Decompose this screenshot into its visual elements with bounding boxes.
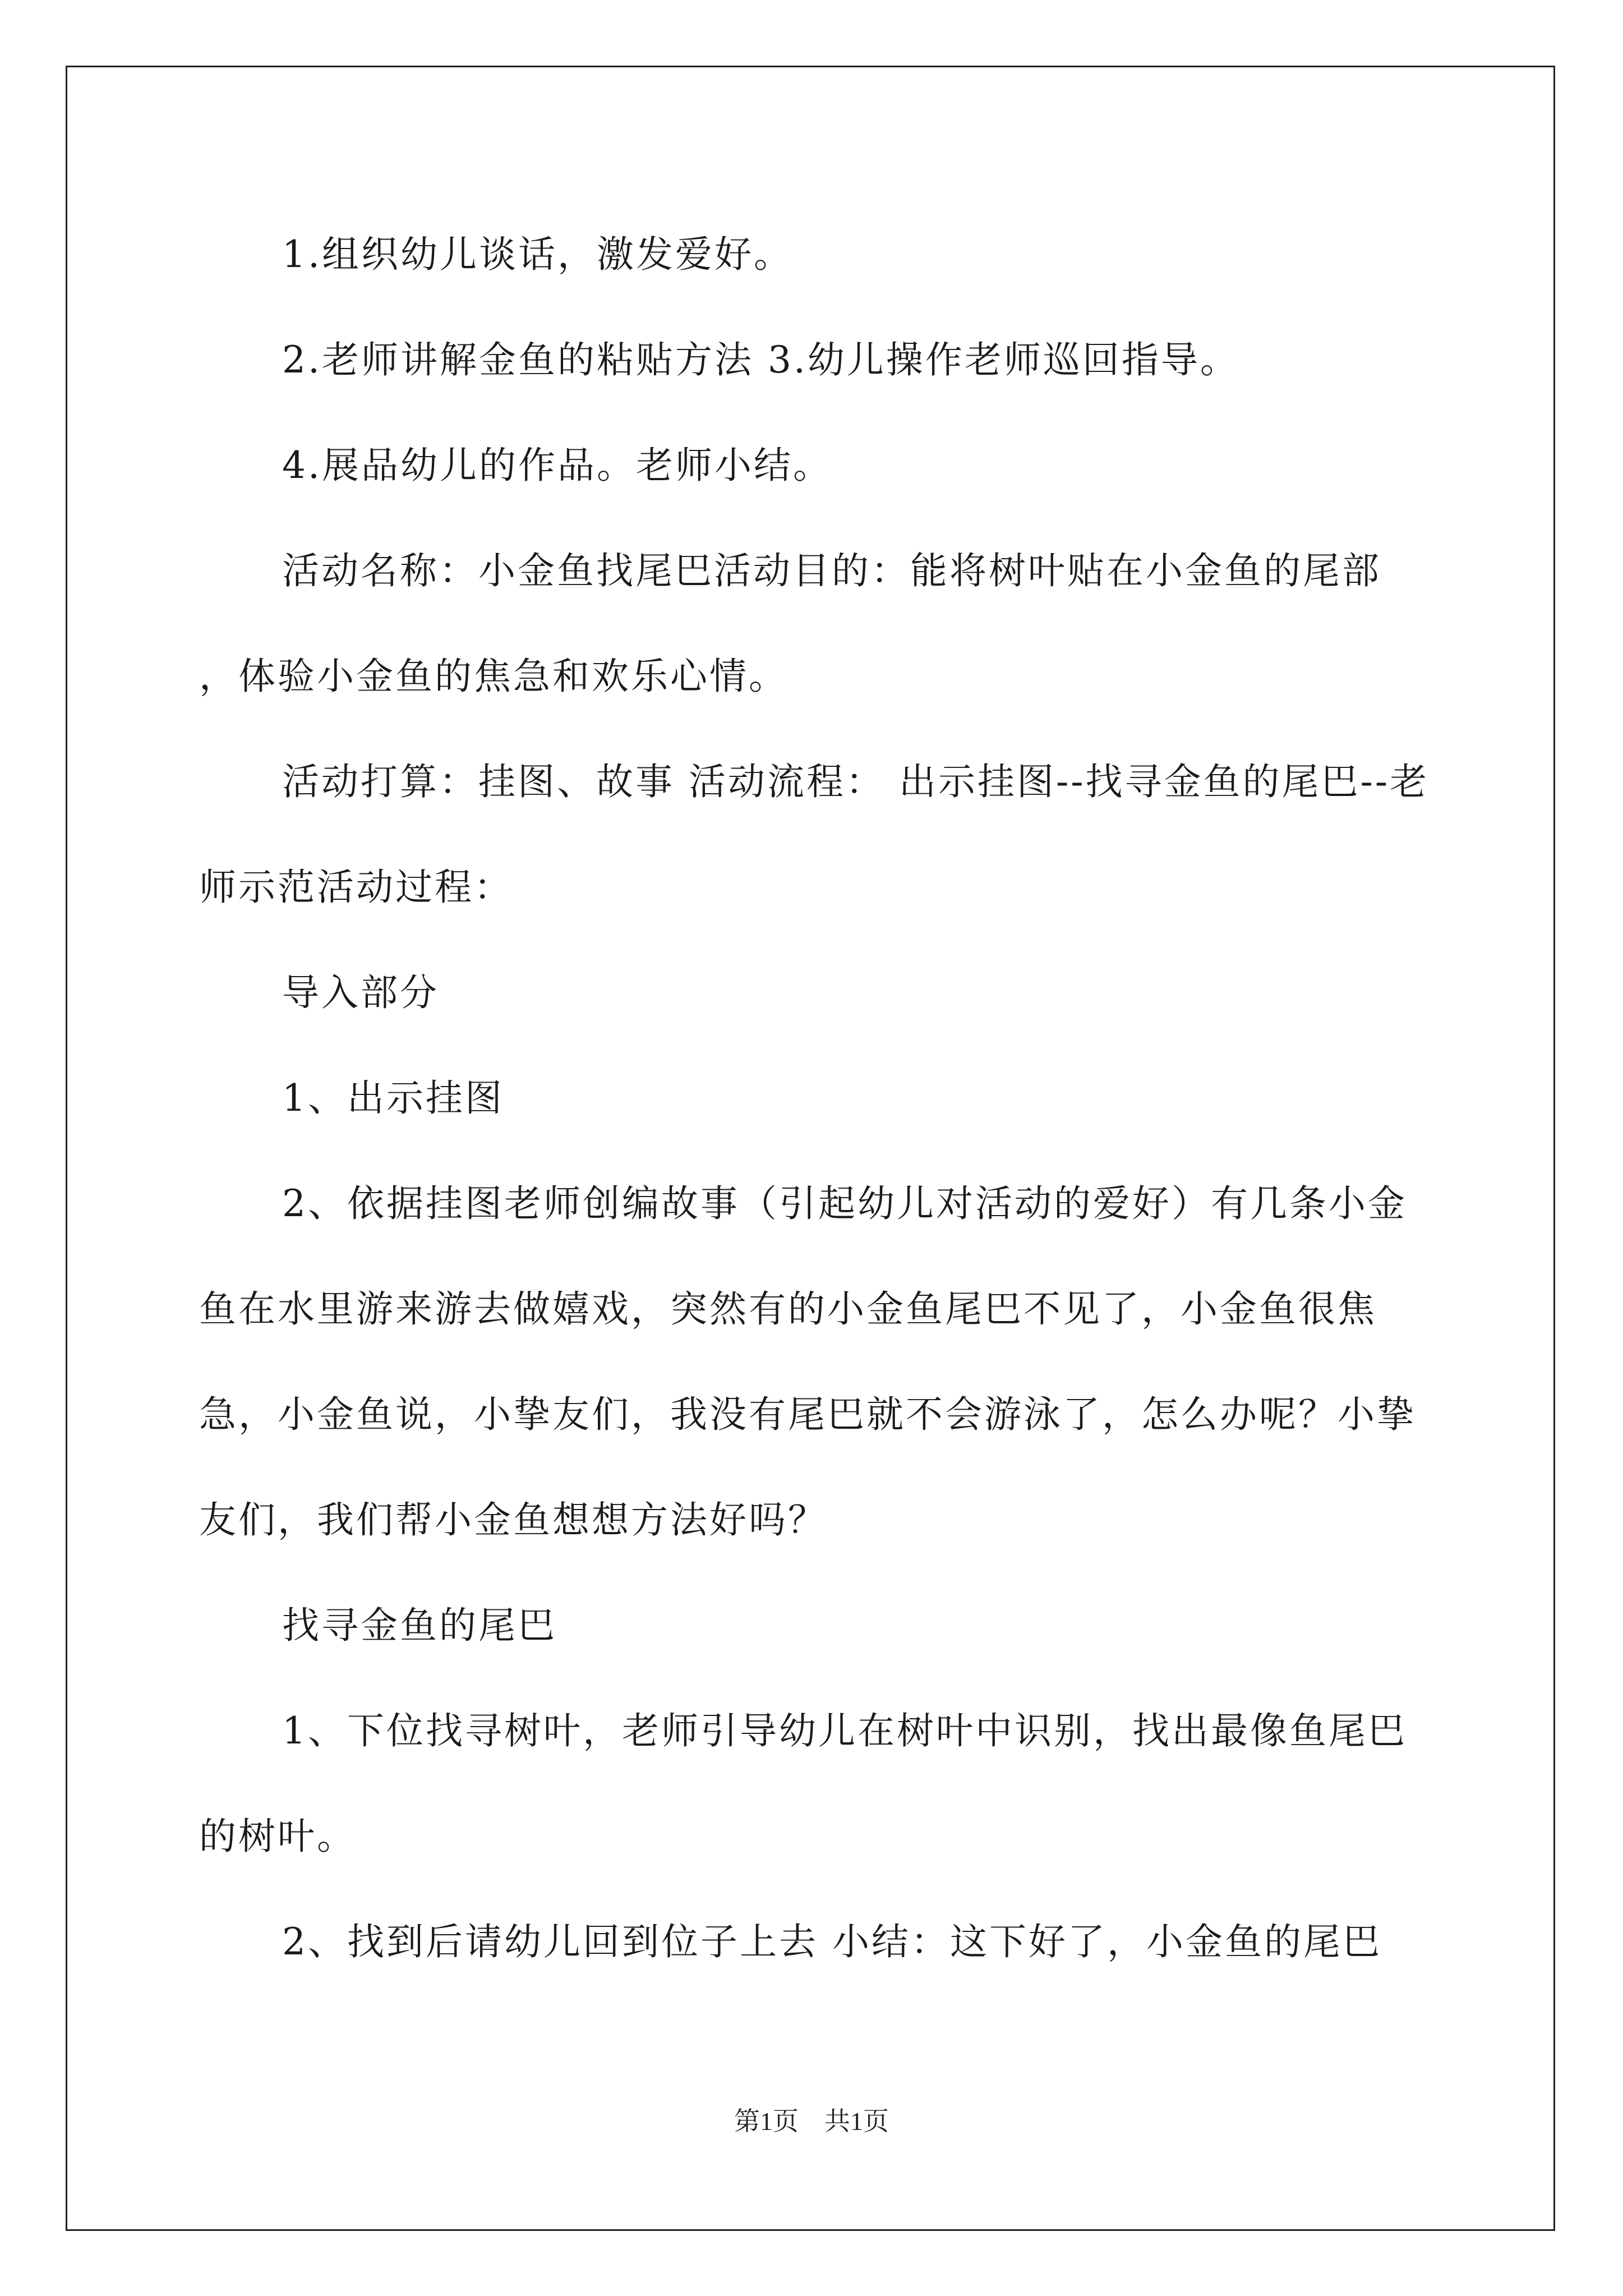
paragraph-9: 找寻金鱼的尾巴 [282, 1604, 557, 1647]
paragraph-2: 2.老师讲解金鱼的粘贴方法 3.幼儿操作老师巡回指导。 [282, 338, 1239, 381]
paragraph-11: 2、找到后请幼儿回到位子上去 小结：这下好了，小金鱼的尾巴 [282, 1920, 1382, 1963]
paragraph-7: 1、出示挂图 [282, 1076, 504, 1120]
paragraph-10: 1、下位找寻树叶，老师引导幼儿在树叶中识别，找出最像鱼尾巴的树叶。 [199, 1709, 1407, 1858]
paragraph-6: 导入部分 [282, 971, 439, 1014]
paragraph-8: 2、依据挂图老师创编故事（引起幼儿对活动的爱好）有几条小金鱼在水里游来游去做嬉戏，突然有的小金鱼尾巴不见了，小金鱼很焦急，小金鱼说，小挚友们，我没有尾巴就不会游泳了，怎么办呢？小挚友们，我们帮小金鱼想想方法好吗？ [199, 1182, 1416, 1542]
page-footer: 第1页 共1页 [734, 2107, 889, 2136]
paragraph-4: 活动名称：小金鱼找尾巴活动目的：能将树叶贴在小金鱼的尾部 ，体验小金鱼的焦急和欢乐心情。 [199, 549, 1381, 698]
paragraph-3: 4.展品幼儿的作品。老师小结。 [282, 444, 832, 487]
paragraph-1: 1.组织幼儿谈话，激发爱好。 [282, 233, 793, 276]
document-body [199, 202, 1433, 1995]
paragraph-5: 活动打算：挂图、故事 活动流程： 出示挂图--找寻金鱼的尾巴--老师示范活动过程： [199, 760, 1430, 909]
